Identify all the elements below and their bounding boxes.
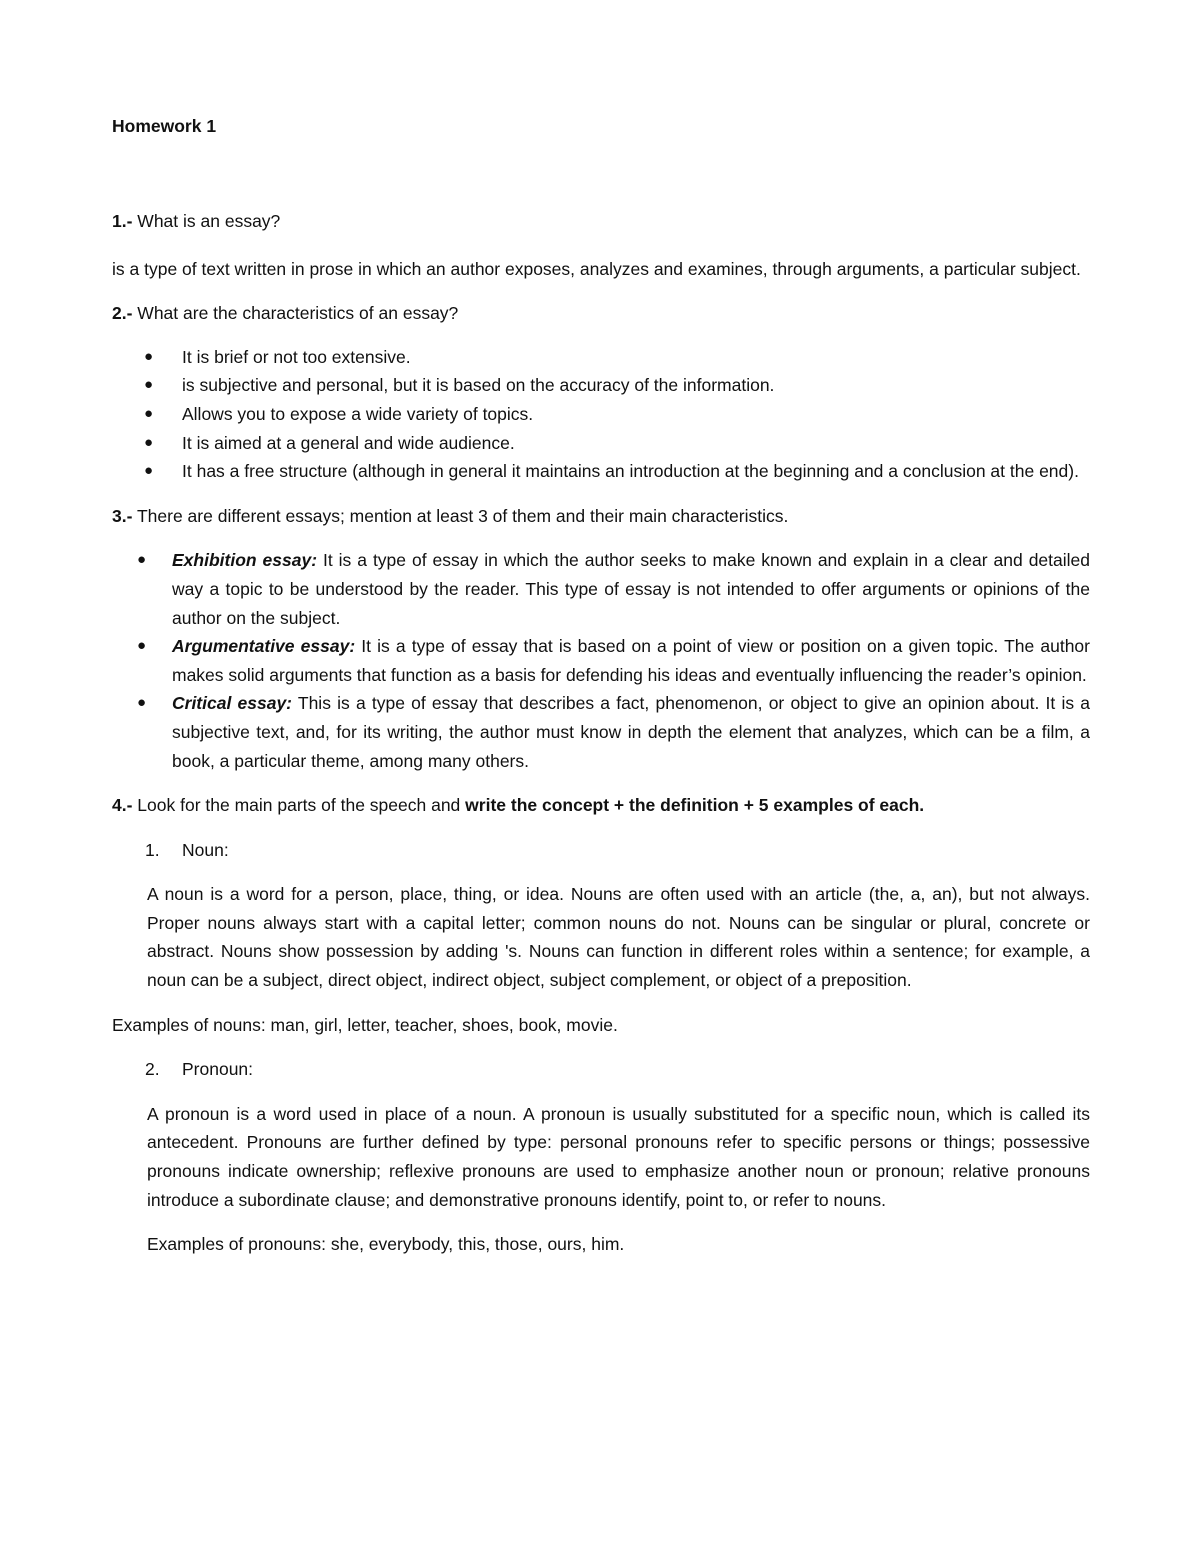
bullet-icon: ● bbox=[144, 462, 154, 480]
bullet-icon: ● bbox=[144, 347, 154, 365]
question-1-text: What is an essay? bbox=[132, 211, 281, 231]
question-4-emphasis: write the concept + the definition + 5 examples of each. bbox=[465, 795, 925, 816]
question-2 bbox=[112, 299, 1090, 328]
list-item bbox=[112, 632, 1090, 689]
question-1-number: 1.- bbox=[112, 211, 133, 231]
question-2-number: 2.- bbox=[112, 303, 133, 324]
bullet-icon: ● bbox=[137, 637, 147, 655]
list-item bbox=[112, 457, 1090, 486]
part-of-speech-pronoun bbox=[112, 1055, 1090, 1084]
question-3 bbox=[112, 502, 1090, 531]
essay-type-description: It is a type of essay that is based on a point of view or position on a given topic. The author makes solid arguments that function as a basis for defending his ideas and eventually influencing the reader’s opinion. bbox=[172, 636, 1090, 685]
bullet-icon: ● bbox=[137, 551, 147, 569]
pronoun-definition: A pronoun is a word used in place of a noun. A pronoun is usually substituted for a specific noun, which is called its antecedent. Pronouns are further defined by type: personal pronouns refer to specific persons or things; possessive pronouns indicate ownership; reflexive pronouns are used to emphasize another noun or pronoun; relative pronouns introduce a subordinate clause; and demonstrative pronouns identify, point to, or refer to nouns. bbox=[147, 1103, 1090, 1210]
noun-definition: A noun is a word for a person, place, thing, or idea. Nouns are often used with an article (the, a, an), but not always. Proper nouns always start with a capital letter; common nouns do not. Nouns can be singular or plural, concrete or abstract. Nouns show possession by adding 's. Nouns can function in different roles within a sentence; for example, a noun can be a subject, direct object, indirect object, subject complement, or object of a preposition. bbox=[147, 884, 1090, 991]
list-item bbox=[112, 546, 1090, 632]
essay-type-term: Argumentative essay: bbox=[172, 636, 356, 657]
list-item-text: Allows you to expose a wide variety of topics. bbox=[182, 403, 534, 424]
question-3-number: 3.- bbox=[112, 505, 133, 526]
list-item bbox=[112, 371, 1090, 400]
question-4-text: Look for the main parts of the speech and bbox=[132, 795, 466, 816]
part-number: 2. bbox=[145, 1059, 160, 1080]
bullet-icon: ● bbox=[137, 694, 147, 712]
list-item bbox=[112, 343, 1090, 372]
part-label: Noun: bbox=[182, 839, 229, 860]
list-item bbox=[112, 400, 1090, 429]
question-3-text: There are different essays; mention at least 3 of them and their main characteristics. bbox=[132, 505, 789, 526]
characteristics-list bbox=[112, 343, 1090, 486]
part-label: Pronoun: bbox=[182, 1059, 254, 1080]
bullet-icon: ● bbox=[144, 433, 154, 451]
list-item-text: is subjective and personal, but it is based on the accuracy of the information. bbox=[182, 375, 775, 396]
essay-type-description: It is a type of essay in which the author seeks to make known and explain in a clear and detailed way a topic to be understood by the reader. This type of essay is not intended to offer arguments or opinions of the author on the subject. bbox=[172, 550, 1090, 628]
question-1 bbox=[112, 207, 1090, 236]
noun-examples: Examples of nouns: man, girl, letter, teacher, shoes, book, movie. bbox=[112, 1014, 618, 1035]
bullet-icon: ● bbox=[144, 376, 154, 394]
part-of-speech-noun bbox=[112, 836, 1090, 865]
document-title: Homework 1 bbox=[112, 116, 217, 136]
essay-type-term: Exhibition essay: bbox=[172, 550, 318, 571]
essay-type-description: This is a type of essay that describes a fact, phenomenon, or object to give an opinion about. It is a subjective text, and, for its writing, the author must know in depth the element that analyzes, which can be a film, a book, a particular theme, among many others. bbox=[172, 693, 1090, 771]
list-item bbox=[112, 689, 1090, 775]
question-4-number: 4.- bbox=[112, 795, 133, 816]
part-number: 1. bbox=[145, 839, 160, 860]
question-2-text: What are the characteristics of an essay? bbox=[132, 303, 459, 324]
answer-1: is a type of text written in prose in which an author exposes, analyzes and examines, through arguments, a particular subject. bbox=[112, 258, 1081, 279]
list-item-text: It is brief or not too extensive. bbox=[182, 346, 411, 367]
list-item-text: It has a free structure (although in general it maintains an introduction at the beginning and a conclusion at the end). bbox=[182, 461, 1079, 482]
list-item bbox=[112, 429, 1090, 458]
list-item-text: It is aimed at a general and wide audience. bbox=[182, 432, 515, 453]
pronoun-examples: Examples of pronouns: she, everybody, this, those, ours, him. bbox=[147, 1234, 625, 1255]
essay-type-term: Critical essay: bbox=[172, 693, 293, 714]
essay-types-list bbox=[112, 546, 1090, 775]
document-page bbox=[112, 112, 1090, 1259]
question-4 bbox=[112, 791, 1090, 820]
bullet-icon: ● bbox=[144, 404, 154, 422]
